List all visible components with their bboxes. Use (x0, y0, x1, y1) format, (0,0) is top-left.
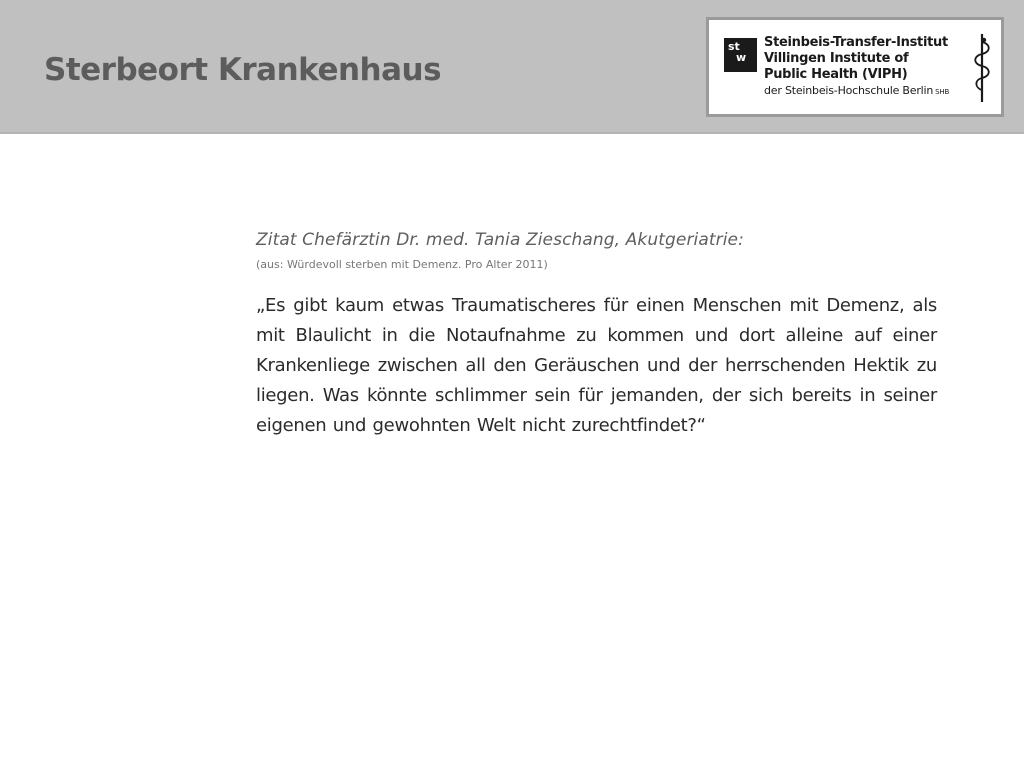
logo-line-3: Public Health (VIPH) (764, 67, 908, 82)
logo-text (764, 35, 979, 100)
stw-mark-line-2: w (736, 51, 747, 64)
logo-line-4-suffix: SHB (935, 88, 950, 96)
slide-title: Sterbeort Krankenhaus (44, 52, 442, 88)
stw-mark-line-1: st (728, 40, 740, 53)
quote-text: „Es gibt kaum etwas Traumatischeres für einen Menschen mit Demenz, als mit Blaulicht in die Notaufnahme zu kommen und dort alleine auf einer Krankenliege zwischen all den Geräuschen und der herrschenden Hektik zu liegen. Was könnte schlimmer sein für jemanden, der sich bereits in seiner eigenen und gewohnten Welt nicht zurechtfindet?“ (256, 295, 937, 436)
quote-source: (aus: Würdevoll sterben mit Demenz. Pro Alter 2011) (256, 258, 548, 271)
staff-of-asclepius-icon (971, 32, 993, 104)
logo-line-4 (764, 83, 979, 100)
logo-line-1: Steinbeis-Transfer-Institut (764, 35, 948, 50)
logo-line-4-text: der Steinbeis-Hochschule Berlin (764, 84, 934, 97)
institute-logo (706, 17, 1004, 117)
header-band (0, 0, 1024, 134)
quote-heading: Zitat Chefärztin Dr. med. Tania Zieschang, Akutgeriatrie: (256, 230, 744, 250)
stw-logo-mark (724, 38, 757, 72)
quote-block (256, 230, 937, 441)
logo-line-2: Villingen Institute of (764, 51, 909, 66)
